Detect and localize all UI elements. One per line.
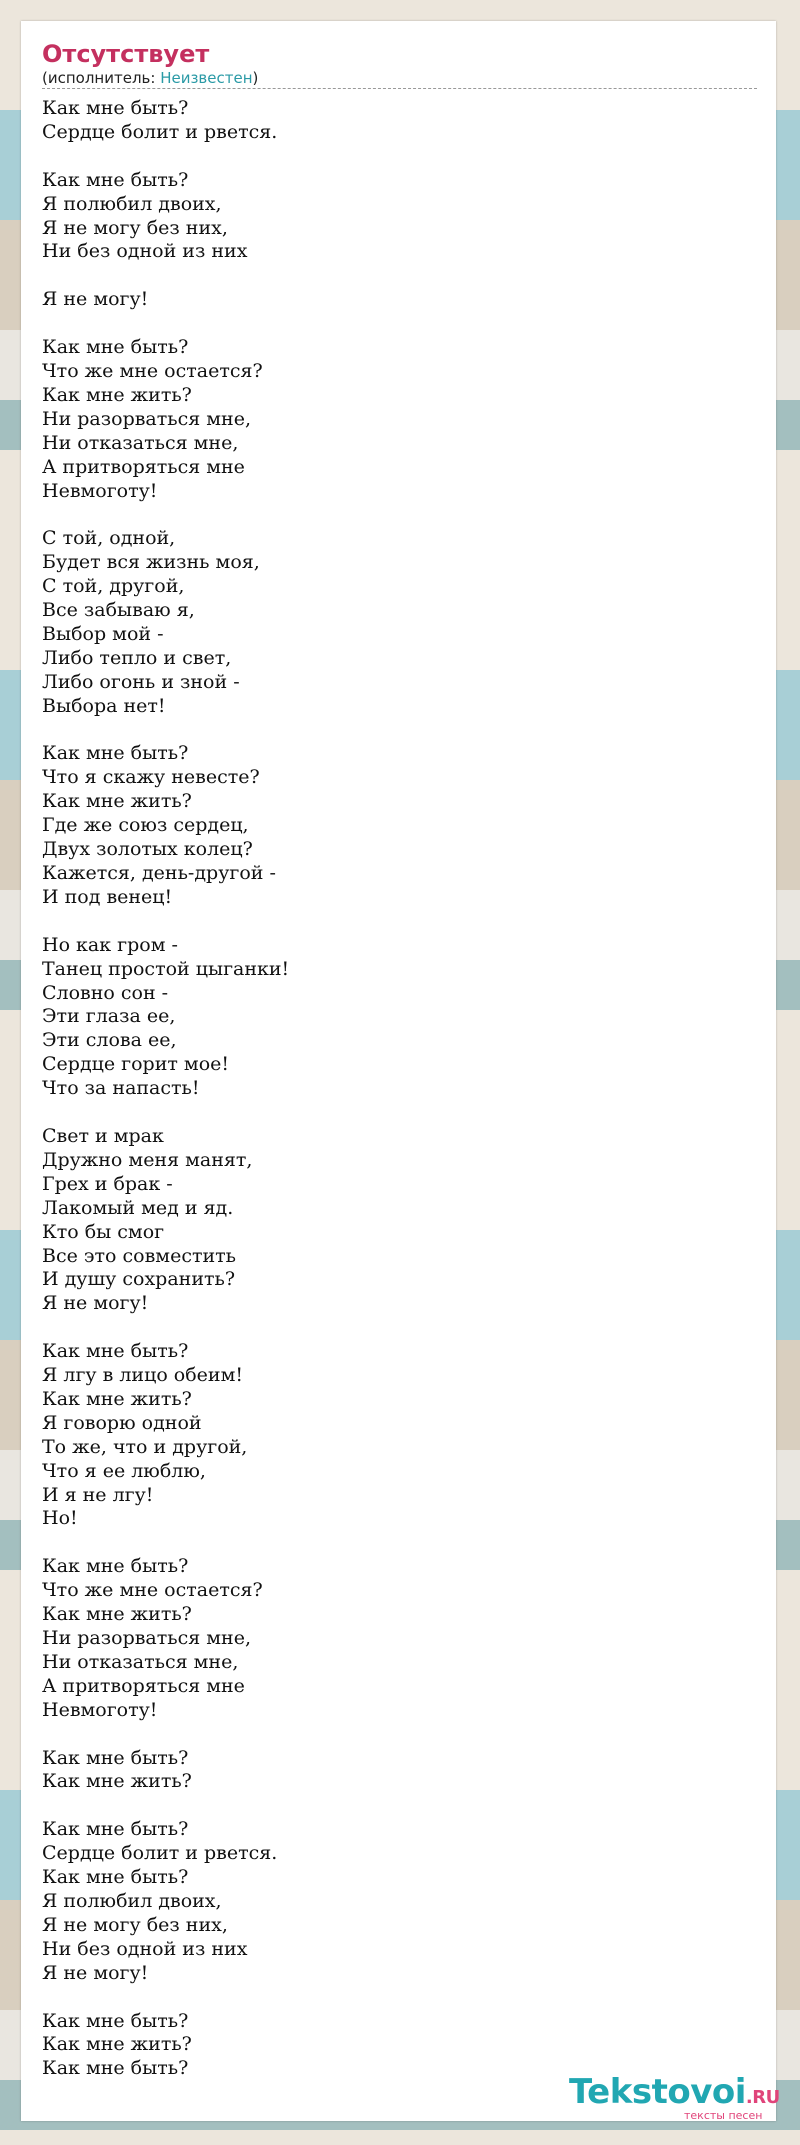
artist-link[interactable]: Неизвестен (160, 69, 253, 87)
song-header (42, 39, 757, 89)
lyrics-text: Как мне быть? Сердце болит и рвется. Как мне быть? Я полюбил двоих, Я не могу без них, Ни без одной из них Я не могу! Как мне быть? Что же мне остается? Как мне жить? Ни разорваться мне, Ни отказаться мне, А притворяться мне Невмоготу! С той, одной, Будет вся жизнь моя, С той, другой, Все забываю я, Выбор мой - Либо тепло и свет, Либо огонь и зной - Выбора нет! Как мне быть? Что я скажу невесте? Как мне жить? Где же союз сердец, Двух золотых колец? Кажется, день-другой - И под венец! Но как гром - Танец простой цыганки! Словно сон - Эти глаза ее, Эти слова ее, Сердце горит мое! Что за напасть! Свет и мрак Дружно меня манят, Грех и брак - Лакомый мед и яд. Кто бы смог Все это совместить И душу сохранить? Я не могу! Как мне быть? Я лгу в лицо обеим! Как мне жить? Я говорю одной То же, что и другой, Что я ее люблю, И я не лгу! Но! Как мне быть? Что же мне остается? Как мне жить? Ни разорваться мне, Ни отказаться мне, А притворяться мне Невмоготу! Как мне быть? Как мне жить? Как мне быть? Сердце болит и рвется. Как мне быть? Я полюбил двоих, Я не могу без них, Ни без одной из них Я не могу! Как мне быть? Как мне жить? Как мне быть? (42, 97, 290, 2080)
song-title: Отсутствует (42, 40, 210, 68)
artist-prefix: (исполнитель: (42, 69, 161, 87)
artist-line (42, 69, 757, 89)
site-logo[interactable] (569, 2074, 799, 2124)
logo-tagline: тексты песен (684, 2109, 763, 2122)
logo-tld: .RU (745, 2087, 780, 2108)
artist-suffix: ) (252, 69, 259, 87)
logo-main-text: Tekstovoi (569, 2072, 746, 2112)
lyrics-card (21, 21, 780, 2122)
